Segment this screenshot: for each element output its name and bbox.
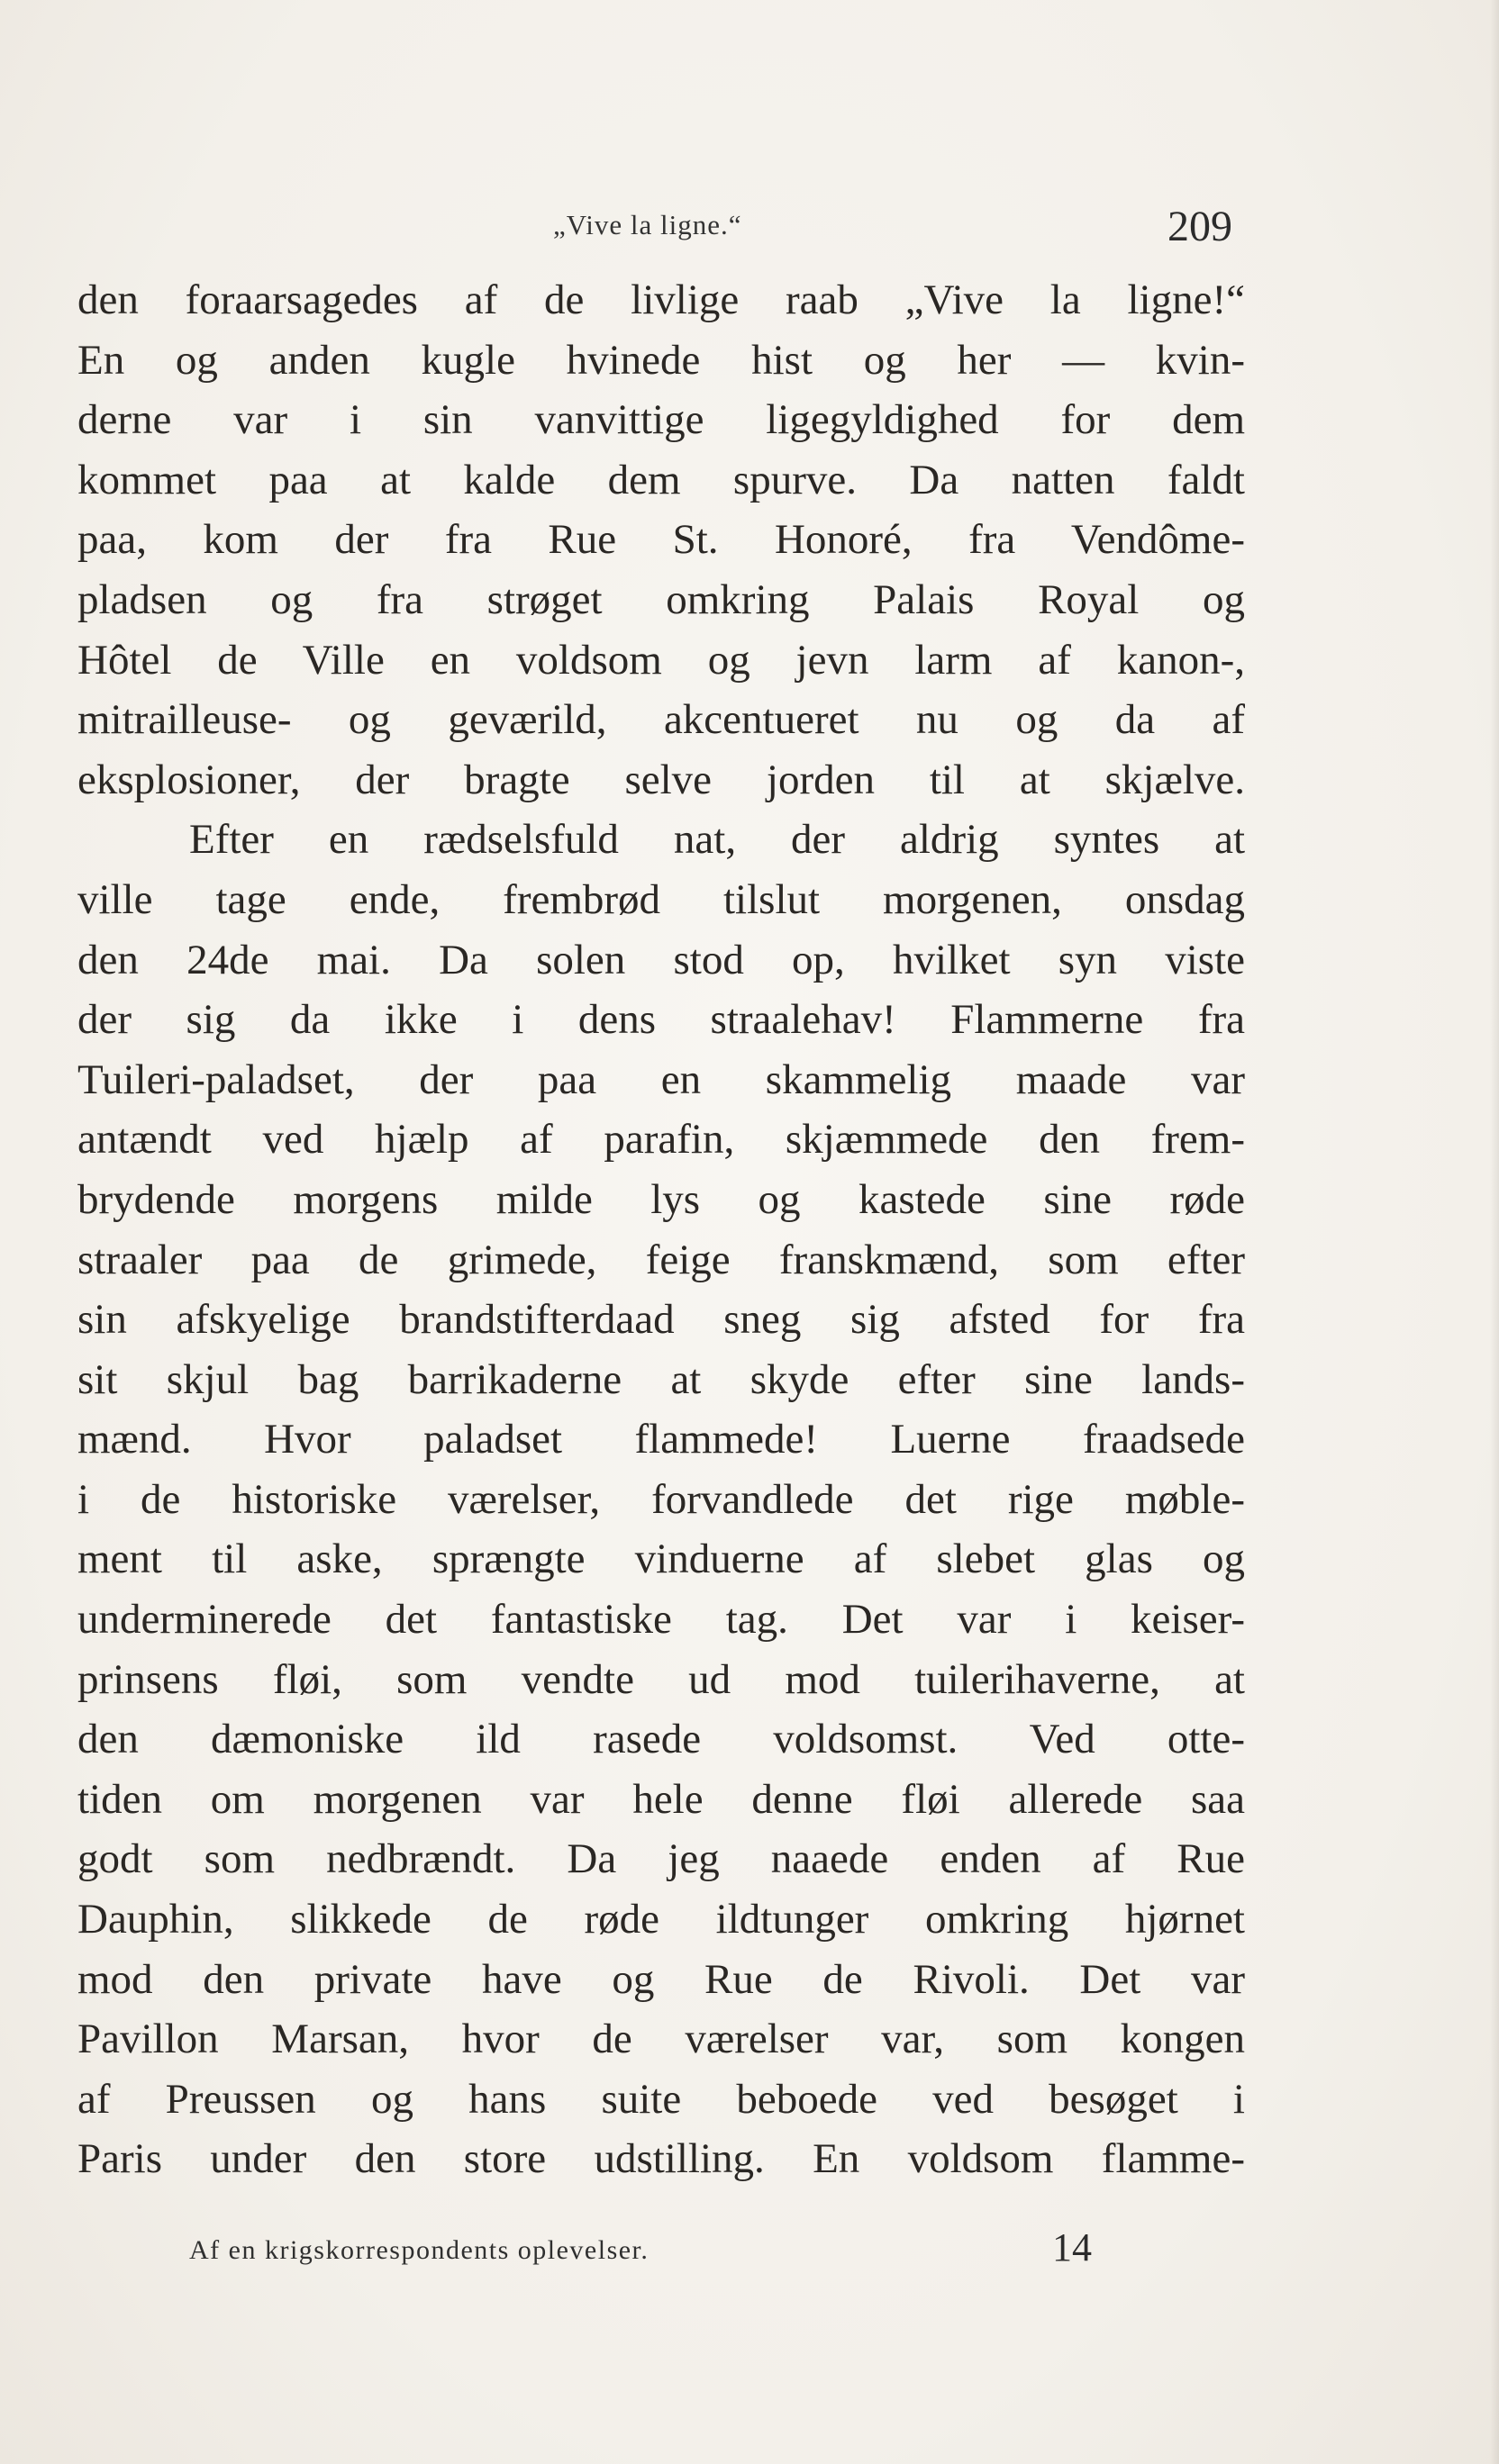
text-line: Efter en rædselsfuld nat, der aldrig syntes at: [189, 816, 1245, 864]
text-line: sin afskyelige brandstifterdaad sneg sig afsted for fra: [77, 1296, 1245, 1344]
signature-mark: 14: [1052, 2225, 1092, 2269]
text-line: den foraarsagedes af de livlige raab „Vive la ligne!“: [77, 276, 1245, 323]
text-line: derne var i sin vanvittige ligegyldighed for dem: [77, 396, 1245, 444]
page-header: [0, 200, 1499, 263]
text-line: underminerede det fantastiske tag. Det var i keiser-: [77, 1596, 1245, 1644]
text-line: ment til aske, sprængte vinduerne af slebet glas og: [77, 1535, 1245, 1583]
text-line: tiden om morgenen var hele denne fløi allerede saa: [77, 1775, 1245, 1823]
text-line: antændt ved hjælp af parafin, skjæmmede den frem-: [77, 1116, 1245, 1164]
text-line: paa, kom der fra Rue St. Honoré, fra Vendôme-: [77, 516, 1245, 564]
text-line: mitrailleuse- og geværild, akcentueret nu og da af: [77, 696, 1245, 744]
text-line: Tuileri-paladset, der paa en skammelig maade var: [77, 1055, 1245, 1103]
text-line: pladsen og fra strøget omkring Palais Royal og: [77, 575, 1245, 623]
text-line: Pavillon Marsan, hvor de værelser var, som kongen: [77, 2016, 1245, 2063]
text-line: Paris under den store udstilling. En voldsom flamme-: [77, 2135, 1245, 2183]
body-text: [77, 270, 1245, 2189]
text-line: mænd. Hvor paladset flammede! Luerne fraadsede: [77, 1416, 1245, 1463]
text-line: af Preussen og hans suite beboede ved besøget i: [77, 2075, 1245, 2123]
text-line: eksplosioner, der bragte selve jorden til at skjælve.: [77, 756, 1245, 803]
text-line: kommet paa at kalde dem spurve. Da natten faldt: [77, 456, 1245, 503]
text-line: En og anden kugle hvinede hist og her — kvin-: [77, 336, 1245, 384]
text-line: ville tage ende, frembrød tilslut morgenen, onsdag: [77, 875, 1245, 923]
text-line: den 24de mai. Da solen stod op, hvilket syn viste: [77, 936, 1245, 983]
page-footer: [0, 2223, 1499, 2277]
text-line: sit skjul bag barrikaderne at skyde efter sine lands-: [77, 1355, 1245, 1403]
text-line: Dauphin, slikkede de røde ildtunger omkring hjørnet: [77, 1896, 1245, 1943]
text-line: prinsens fløi, som vendte ud mod tuilerihaverne, at: [77, 1655, 1245, 1703]
page-edge-shadow: [1490, 0, 1499, 2464]
running-title: „Vive la ligne.“: [553, 209, 742, 240]
text-line: straaler paa de grimede, feige franskmænd, som efter: [77, 1236, 1245, 1283]
text-line: Hôtel de Ville en voldsom og jevn larm af kanon-,: [77, 636, 1245, 684]
text-line: godt som nedbrændt. Da jeg naaede enden af Rue: [77, 1835, 1245, 1883]
text-line: den dæmoniske ild rasede voldsomst. Ved otte-: [77, 1716, 1245, 1763]
text-line: mod den private have og Rue de Rivoli. Det var: [77, 1955, 1245, 2003]
footer-book-title: Af en krigskorrespondents oplevelser.: [189, 2235, 650, 2265]
text-line: i de historiske værelser, forvandlede det rige møble-: [77, 1475, 1245, 1523]
text-line: brydende morgens milde lys og kastede sine røde: [77, 1175, 1245, 1223]
text-line: der sig da ikke i dens straalehav! Flammerne fra: [77, 996, 1245, 1044]
page-number: 209: [1167, 203, 1232, 250]
